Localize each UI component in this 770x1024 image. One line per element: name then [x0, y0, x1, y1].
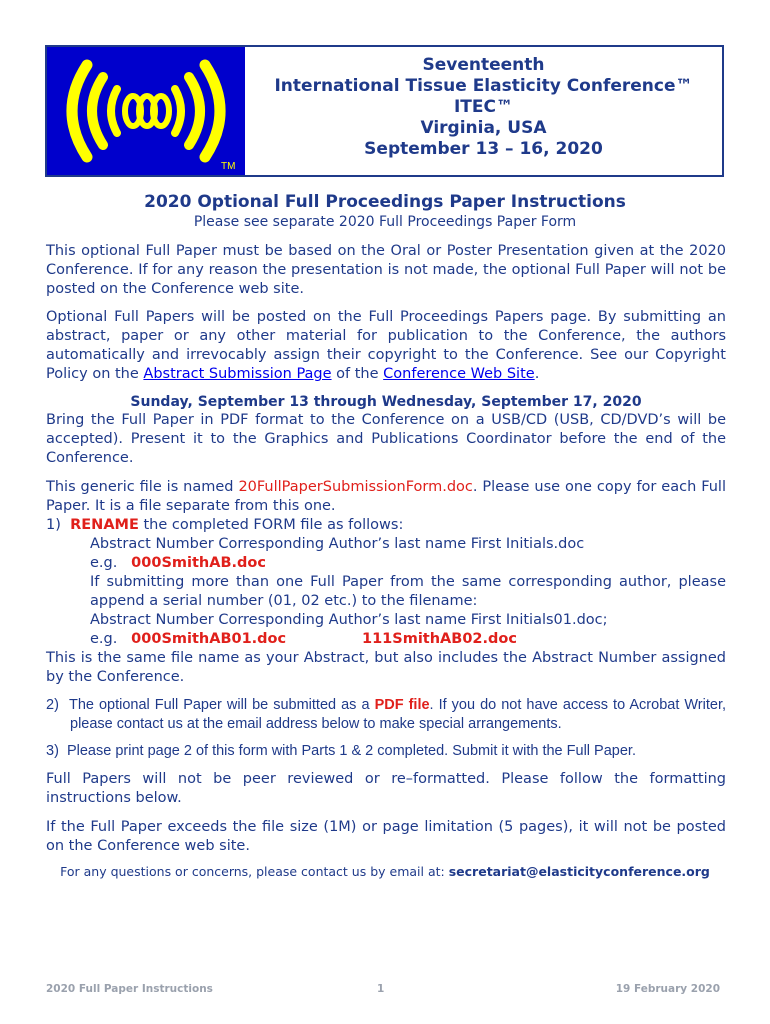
rename-keyword: RENAME: [70, 517, 139, 533]
step-2-text-a: The optional Full Paper will be submitted as a: [68, 697, 375, 713]
paragraph-4-text-b: . Please use one copy for each Full Paper. It is a file separate from this one.: [46, 479, 726, 514]
footer-left: 2020 Full Paper Instructions: [46, 983, 213, 995]
page-subtitle: Please see separate 2020 Full Proceedings Paper Form: [193, 214, 577, 230]
paragraph-2-text-a: Optional Full Papers will be posted on the Full Proceedings Papers page. By submitting an abstract, paper or any other material for publication to the Conference, the authors automatically and irrevocably assign their copyright to the Conference. See our Copyright Policy on the: [46, 309, 726, 382]
filename-format-1: Abstract Number Corresponding Author’s last name First Initials.doc: [90, 536, 585, 552]
pdf-file-keyword: PDF file: [374, 697, 430, 713]
generic-filename: 20FullPaperSubmissionForm.doc: [238, 479, 473, 495]
header-box: [45, 45, 724, 177]
heading-line-3: ITEC™: [453, 97, 513, 117]
step-1: [46, 516, 726, 535]
paragraph-3: Bring the Full Paper in PDF format to the Conference on a USB/CD (USB, CD/DVD’s will be accepted). Present it to the Graphics and Publications Coordinator before the end of the Conference.: [46, 412, 726, 466]
itec-logo: [47, 47, 245, 175]
paragraph-2-text-b: of the: [331, 366, 384, 382]
paragraph-5: This is the same file name as your Abstract, but also includes the Abstract Number assigned by the Conference.: [46, 650, 726, 685]
example-2-line: [90, 630, 726, 649]
conference-web-site-link[interactable]: Conference Web Site: [383, 366, 535, 382]
paragraph-2: [46, 308, 726, 384]
heading-line-1: Seventeenth: [422, 55, 545, 75]
paragraph-2-text-c: .: [534, 366, 540, 382]
paragraph-7: If the Full Paper exceeds the file size (1M) or page limitation (5 pages), it will not be posted on the Conference web site.: [46, 819, 726, 854]
step-3-text: Please print page 2 of this form with Parts 1 & 2 completed. Submit it with the Full Paper.: [66, 743, 636, 759]
example-filename-2: 000SmithAB01.doc: [131, 631, 287, 647]
logo-tm: TM: [221, 161, 236, 172]
dates-heading: Sunday, September 13 through Wednesday, September 17, 2020: [130, 394, 642, 410]
step-3: [46, 742, 726, 761]
eg-label-2: e.g.: [90, 631, 118, 647]
heading-line-2: International Tissue Elasticity Conference™: [274, 76, 693, 96]
contact-email[interactable]: secretariat@elasticityconference.org: [448, 864, 710, 879]
eg-label-1: e.g.: [90, 555, 118, 571]
filename-format-2: Abstract Number Corresponding Author’s last name First Initials01.doc;: [90, 612, 608, 628]
paragraph-1: This optional Full Paper must be based on the Oral or Poster Presentation given at the 2020 Conference. If for any reason the presentation is not made, the optional Full Paper will not be posted on the Conference web site.: [46, 243, 726, 297]
example-filename-3: 111SmithAB02.doc: [362, 631, 517, 647]
step-3-number: 3): [46, 743, 59, 759]
footer-page-number: 1: [377, 983, 385, 995]
contact-text: For any questions or concerns, please contact us by email at:: [60, 864, 449, 879]
contact-line: [0, 864, 770, 879]
paragraph-6: Full Papers will not be peer reviewed or re–formatted. Please follow the formatting instructions below.: [46, 771, 726, 806]
itec-logo-icon: [47, 47, 245, 175]
multi-paper-note: If submitting more than one Full Paper from the same corresponding author, please append a serial number (01, 02 etc.) to the filename:: [90, 574, 726, 609]
paragraph-4: [46, 478, 726, 516]
step-1-text: the completed FORM file as follows:: [138, 517, 404, 533]
step-2-number: 2): [46, 697, 59, 713]
example-filename-1: 000SmithAB.doc: [131, 555, 266, 571]
heading-line-4: Virginia, USA: [420, 118, 547, 138]
step-2-text-b: . If you do not have access to Acrobat Writer, please contact us at the email address below to make special arrangements.: [70, 697, 726, 732]
example-1-line: [90, 554, 726, 573]
conference-heading: [245, 55, 722, 160]
step-1-number: 1): [46, 517, 61, 533]
paragraph-4-text-a: This generic file is named: [46, 479, 239, 495]
heading-line-5: September 13 – 16, 2020: [364, 139, 603, 159]
footer-date: 19 February 2020: [615, 983, 720, 995]
abstract-submission-link[interactable]: Abstract Submission Page: [143, 366, 332, 382]
step-2: [46, 696, 726, 734]
page-title: 2020 Optional Full Proceedings Paper Instructions: [144, 192, 626, 212]
